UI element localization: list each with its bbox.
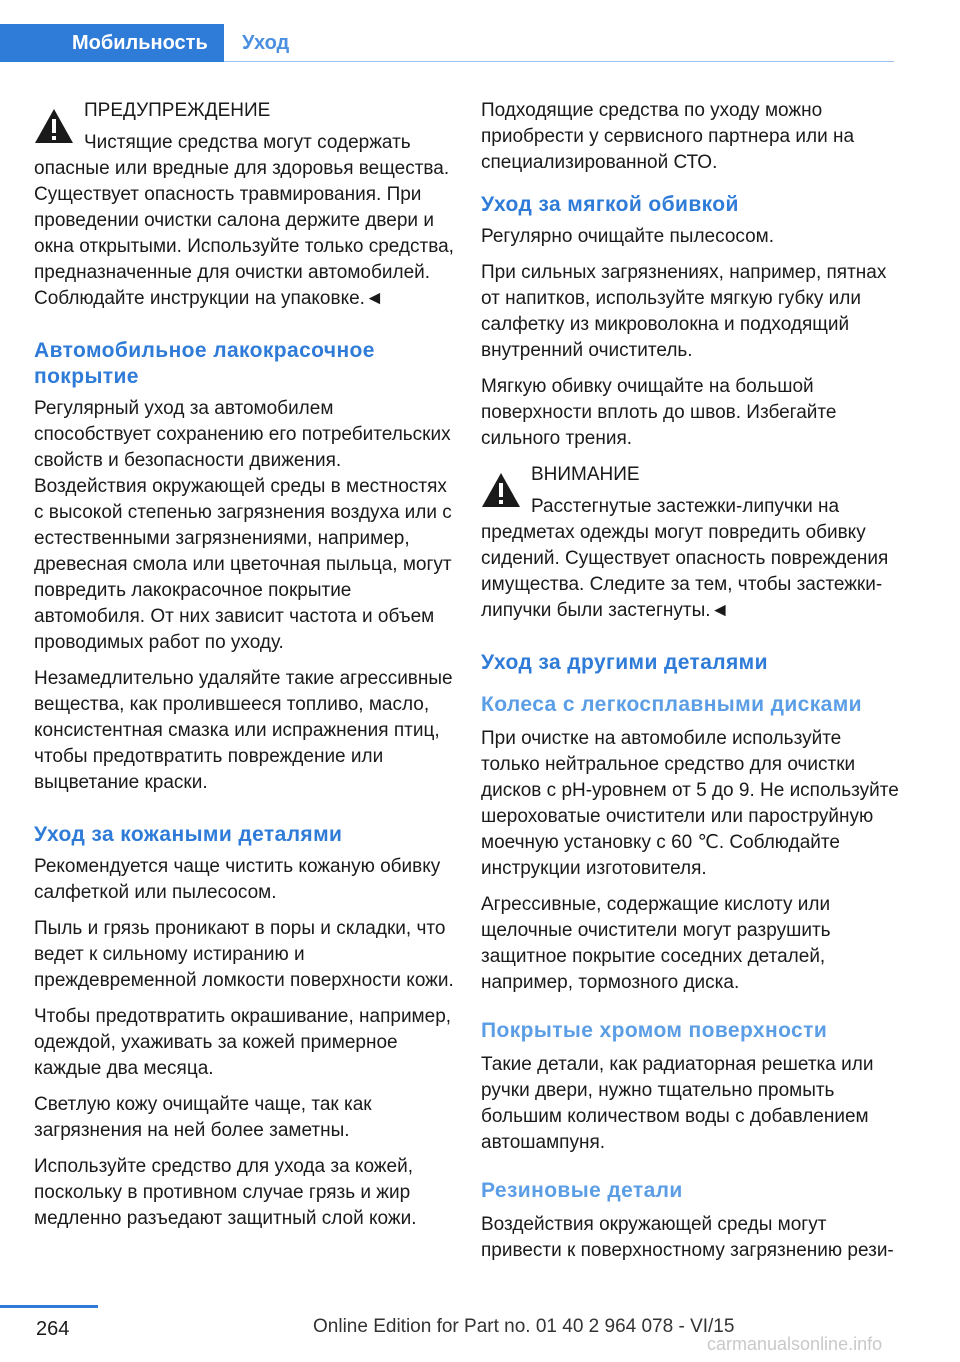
paragraph-soft-2: При сильных загрязнениях, например, пятнах от напитков, используйте мягкую губку или салфетку из микроволокна и подходящий внутренний очиститель. — [481, 262, 887, 361]
heading-soft-upholstery: Уход за мягкой обивкой — [481, 193, 739, 216]
heading-leather: Уход за кожаными деталями — [34, 823, 343, 846]
heading-other-parts: Уход за другими деталями — [481, 651, 768, 674]
paragraph-leather-2: Пыль и грязь проникают в поры и складки, что ведет к сильному истиранию и преждевременной ломкости поверхности кожи. — [34, 918, 454, 991]
paragraph-wheels-1: При очистке на автомобиле используйте только нейтральное средство для очистки дисков с pH-уровнем от 5 до 9. Не используйте шероховатые очистители или пароструйную моечную установку с 60 ℃. Соблюдайте инструкции изготовителя. — [481, 728, 899, 879]
tab-care[interactable]: Уход — [242, 32, 290, 54]
warning-box — [34, 98, 454, 312]
footer-rule — [0, 1305, 98, 1308]
warning-title: ПРЕДУПРЕЖДЕНИЕ — [84, 100, 271, 121]
page-number: 264 — [36, 1318, 70, 1340]
paragraph-rubber: Воздействия окружающей среды могут привести к поверхностному загрязнению рези- — [481, 1214, 894, 1261]
tab-mobility[interactable]: Мобильность — [0, 24, 224, 62]
paragraph-intro: Подходящие средства по уходу можно приобрести у сервисного партнера или на специализированной СТО. — [481, 100, 855, 173]
left-column — [34, 98, 454, 1242]
warning-icon — [481, 472, 521, 508]
heading-rubber: Резиновые детали — [481, 1179, 683, 1202]
paragraph-leather-1: Рекомендуется чаще чистить кожаную обивку салфеткой или пылесосом. — [34, 856, 441, 903]
paragraph-soft-1: Регулярно очищайте пылесосом. — [481, 226, 775, 247]
header-divider — [224, 61, 894, 62]
warning-text: Чистящие средства могут содержать опасные или вредные для здоровья вещества. Существует опасность травмирования. При проведении очистки салона держите двери и окна открытыми. Используйте только средства, предназначенные для очистки автомобилей. Соблюдайте инструкции на упаковке.◄ — [34, 132, 454, 309]
edition-text: Online Edition for Part no. 01 40 2 964 078 - VI/15 — [313, 1316, 735, 1337]
paragraph-wheels-2: Агрессивные, содержащие кислоту или щелочные очистители могут разрушить защитное покрытие соседних деталей, например, тормозного диска. — [481, 894, 831, 993]
paragraph-paint-1: Регулярный уход за автомобилем способствует сохранению его потребительских свойств и безопасности движения. Воздействия окружающей среды в местностях с высокой степенью загрязнения воздуха или с естественными загрязнениями, например, древесная смола или цветочная пыльца, могут повредить лакокрасочное покрытие автомобиля. От них зависит частота и объем проводимых работ по уходу. — [34, 398, 452, 653]
caution-title: ВНИМАНИЕ — [531, 464, 640, 485]
paragraph-chrome: Такие детали, как радиаторная решетка или ручки двери, нужно тщательно промыть большим количеством воды с добавлением автошампуня. — [481, 1054, 874, 1153]
warning-icon — [34, 108, 74, 144]
paragraph-leather-3: Чтобы предотвратить окрашивание, например, одеждой, ухаживать за кожей примерное каждые два месяца. — [34, 1006, 452, 1079]
heading-alloy-wheels: Колеса с легкосплавными дисками — [481, 693, 862, 716]
top-bar — [0, 0, 960, 62]
caution-box — [481, 462, 901, 624]
right-column — [481, 98, 901, 1274]
paragraph-soft-3: Мягкую обивку очищайте на большой поверхности вплоть до швов. Избегайте сильного трения. — [481, 376, 837, 449]
paragraph-leather-4: Светлую кожу очищайте чаще, так как загрязнения на ней более заметны. — [34, 1094, 372, 1141]
paragraph-paint-2: Незамедлительно удаляйте такие агрессивные вещества, как пролившееся топливо, масло, консистентная смазка или испражнения птиц, чтобы предотвратить повреждение или выцветание краски. — [34, 668, 453, 793]
heading-paint: Автомобильное лакокрасочное покрытие — [34, 339, 375, 388]
paragraph-leather-5: Используйте средство для ухода за кожей, поскольку в противном случае грязь и жир медленно разъедают защитный слой кожи. — [34, 1156, 417, 1229]
heading-chrome: Покрытые хромом поверхности — [481, 1019, 828, 1042]
watermark: carmanualsonline.info — [707, 1334, 883, 1354]
caution-text: Расстегнутые застежки-липучки на предметах одежды могут повредить обивку сидений. Существует опасность повреждения имущества. Следите за тем, чтобы застежки-липучки были застегнуты.◄ — [481, 496, 889, 621]
